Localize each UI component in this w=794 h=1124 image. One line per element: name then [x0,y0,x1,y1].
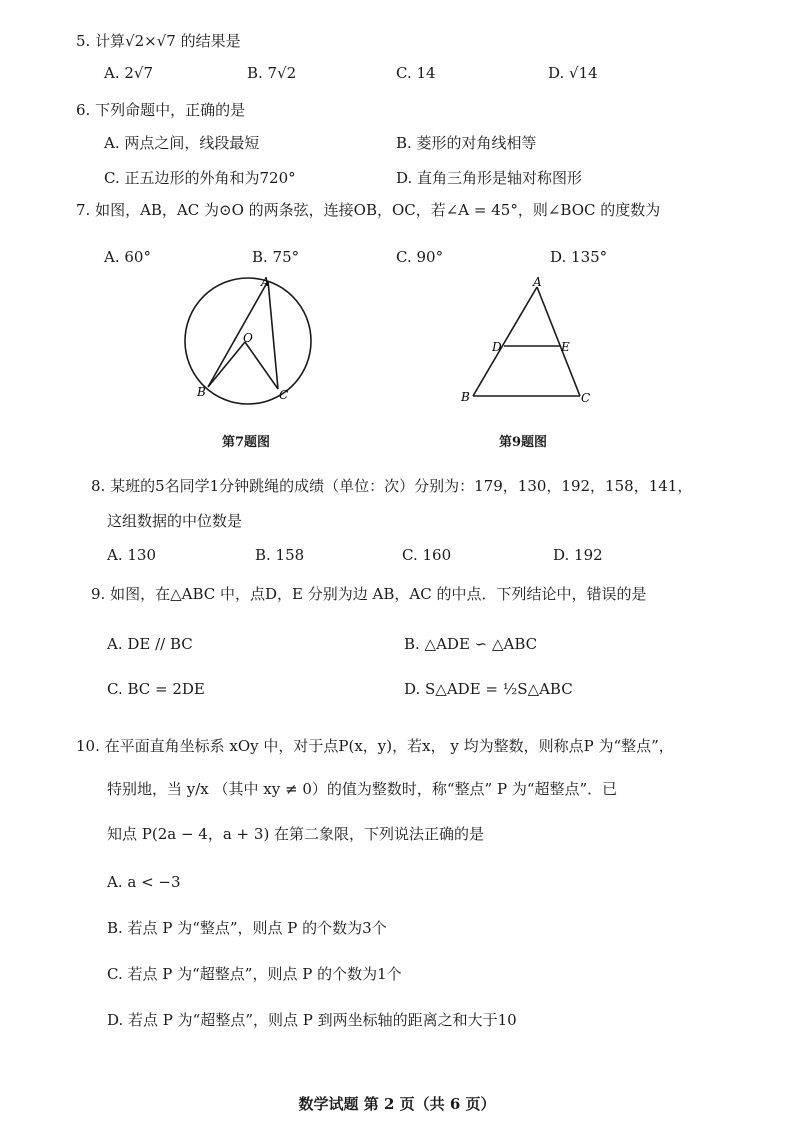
q10-option-b: B. 若点 P 为“整点”，则点 P 的个数为3个 [107,919,387,937]
q6-option-d: D. 直角三角形是轴对称图形 [396,169,583,187]
q5-option-b: B. 7√2 [247,64,297,82]
figure-7-caption: 第7题图 [222,435,271,450]
q8-stem-line1: 8. 某班的5名同学1分钟跳绳的成绩（单位：次）分别为：179，130，192，158，141， [91,477,693,495]
q6-option-c: C. 正五边形的外角和为720° [104,169,296,187]
chord-ab [208,281,268,387]
q10-option-c: C. 若点 P 为“超整点”，则点 P 的个数为1个 [107,965,402,983]
chord-ac [268,281,278,389]
q5-option-d: D. √14 [548,64,598,82]
q6-stem: 6. 下列命题中，正确的是 [76,101,246,119]
q8-option-d: D. 192 [553,546,603,564]
label-c: C [581,391,591,405]
q6-option-a: A. 两点之间，线段最短 [104,134,260,152]
q8-option-b: B. 158 [255,546,305,564]
label-o: O [243,331,253,345]
segment-oc [245,342,278,389]
side-ac [537,287,580,396]
figure-9-triangle [455,275,605,410]
label-d: D [492,340,502,354]
label-b: B [461,390,470,404]
label-e: E [561,340,570,354]
label-a: A [533,275,542,289]
q7-stem: 7. 如图，AB，AC 为⊙O 的两条弦，连接OB，OC，若∠A = 45°，则∠BOC 的度数为 [76,201,661,219]
side-ab [473,287,537,396]
q5-option-c: C. 14 [396,64,436,82]
q10-stem-line1: 10. 在平面直角坐标系 xOy 中，对于点P(x，y)，若x， y 均为整数，则称点P 为“整点”， [76,737,674,755]
q10-stem-line3: 知点 P(2a − 4，a + 3) 在第二象限，下列说法正确的是 [107,825,485,843]
segment-ob [208,342,245,387]
q9-option-c: C. BC = 2DE [107,680,205,698]
q7-option-c: C. 90° [396,248,444,266]
q9-option-b: B. △ADE ∽ △ABC [404,635,538,653]
figure-9-caption: 第9题图 [499,435,548,450]
q8-option-a: A. 130 [107,546,156,564]
q10-option-d: D. 若点 P 为“超整点”，则点 P 到两坐标轴的距离之和大于10 [107,1011,517,1029]
label-a: A [261,275,270,289]
q5-option-a: A. 2√7 [104,64,154,82]
q8-stem-line2: 这组数据的中位数是 [107,512,243,530]
q7-option-d: D. 135° [550,248,608,266]
q7-option-a: A. 60° [104,248,151,266]
q9-stem: 9. 如图，在△ABC 中，点D，E 分别为边 AB，AC 的中点．下列结论中，错误的是 [91,585,647,603]
page-footer: 数学试题 第 2 页（共 6 页） [298,1095,496,1113]
label-c: C [279,388,289,402]
q8-option-c: C. 160 [402,546,452,564]
q5-stem: 5. 计算√2×√7 的结果是 [76,32,241,50]
q9-option-d: D. S△ADE = ½S△ABC [404,680,573,698]
q10-stem-line2: 特别地，当 y/x （其中 xy ≠ 0）的值为整数时，称“整点” P 为“超整点”．已 [107,780,618,798]
q6-option-b: B. 菱形的对角线相等 [396,134,537,152]
q9-option-a: A. DE // BC [107,635,193,653]
figure-7-circle [180,272,330,412]
q10-option-a: A. a < −3 [107,873,181,891]
q7-option-b: B. 75° [252,248,300,266]
label-b: B [197,385,206,399]
